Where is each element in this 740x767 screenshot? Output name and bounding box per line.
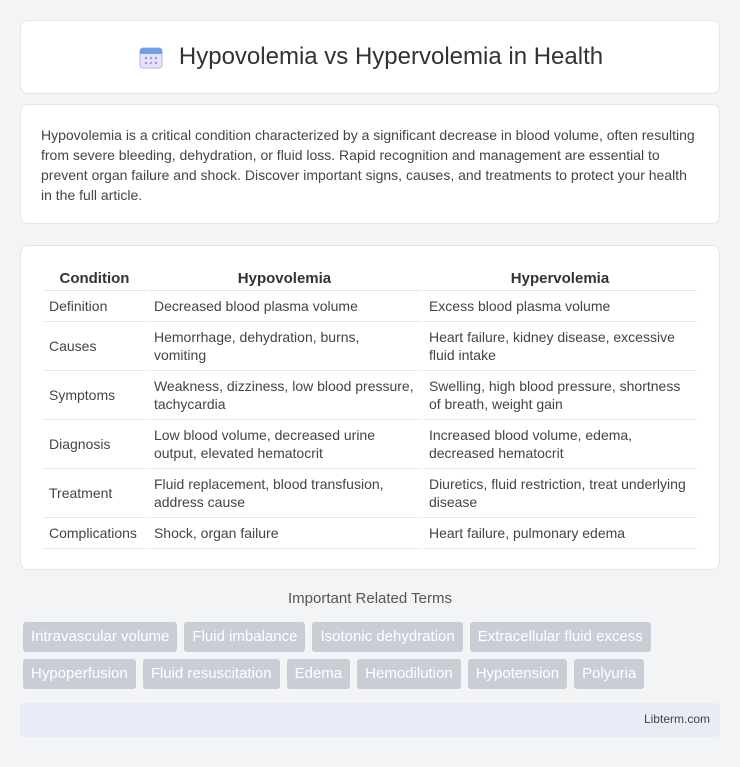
related-term-tag[interactable]: Edema xyxy=(287,659,351,689)
related-term-tag[interactable]: Intravascular volume xyxy=(23,622,177,652)
column-header-hypovolemia: Hypovolemia xyxy=(147,264,422,290)
table-row xyxy=(43,370,697,419)
page-title: Hypovolemia vs Hypervolemia in Health xyxy=(178,43,604,70)
comparison-table xyxy=(43,264,697,549)
related-term-tag[interactable]: Fluid imbalance xyxy=(184,622,305,652)
table-row xyxy=(43,419,697,468)
row-label: Complications xyxy=(43,517,147,548)
related-term-tag[interactable]: Polyuria xyxy=(574,659,644,689)
table-row xyxy=(43,321,697,370)
footer-site-link[interactable]: Libterm.com xyxy=(643,712,710,726)
related-term-tag[interactable]: Extracellular fluid excess xyxy=(470,622,651,652)
intro-text: Hypovolemia is a critical condition characterized by a significant decrease in blood volume, often resulting from severe bleeding, dehydration, or fluid loss. Rapid recognition and management are essential to prevent organ failure and shock. Discover important signs, causes, and treatments to protect your health in the full article. xyxy=(41,127,695,203)
hypovolemia-cell: Hemorrhage, dehydration, burns, vomiting xyxy=(147,321,422,370)
related-term-tag[interactable]: Fluid resuscitation xyxy=(143,659,280,689)
hypovolemia-cell: Fluid replacement, blood transfusion, address cause xyxy=(147,468,422,517)
hypervolemia-cell: Diuretics, fluid restriction, treat underlying disease xyxy=(422,468,697,517)
table-header-row xyxy=(43,264,697,290)
title-wrap xyxy=(137,43,603,71)
related-term-tag[interactable]: Hypotension xyxy=(468,659,567,689)
related-term-tag[interactable]: Hemodilution xyxy=(357,659,461,689)
comparison-table-card xyxy=(20,245,720,570)
column-header-condition: Condition xyxy=(43,264,147,290)
row-label: Symptoms xyxy=(43,370,147,419)
hypovolemia-cell: Shock, organ failure xyxy=(147,517,422,548)
intro-card xyxy=(20,104,720,224)
hypovolemia-cell: Low blood volume, decreased urine output, elevated hematocrit xyxy=(147,419,422,468)
footer xyxy=(20,703,720,737)
related-terms-list xyxy=(23,622,723,689)
table-row xyxy=(43,468,697,517)
hypovolemia-cell: Decreased blood plasma volume xyxy=(147,290,422,321)
table-row xyxy=(43,290,697,321)
column-header-hypervolemia: Hypervolemia xyxy=(422,264,697,290)
table-row xyxy=(43,517,697,548)
row-label: Causes xyxy=(43,321,147,370)
hypovolemia-cell: Weakness, dizziness, low blood pressure, tachycardia xyxy=(147,370,422,419)
hypervolemia-cell: Increased blood volume, edema, decreased hematocrit xyxy=(422,419,697,468)
related-terms-title: Important Related Terms xyxy=(288,590,452,607)
row-label: Definition xyxy=(43,290,147,321)
hypervolemia-cell: Swelling, high blood pressure, shortness of breath, weight gain xyxy=(422,370,697,419)
hypervolemia-cell: Heart failure, kidney disease, excessive fluid intake xyxy=(422,321,697,370)
related-term-tag[interactable]: Isotonic dehydration xyxy=(312,622,462,652)
calendar-icon xyxy=(137,43,165,71)
hypervolemia-cell: Excess blood plasma volume xyxy=(422,290,697,321)
related-term-tag[interactable]: Hypoperfusion xyxy=(23,659,136,689)
hypervolemia-cell: Heart failure, pulmonary edema xyxy=(422,517,697,548)
header-card xyxy=(20,20,720,94)
row-label: Treatment xyxy=(43,468,147,517)
row-label: Diagnosis xyxy=(43,419,147,468)
